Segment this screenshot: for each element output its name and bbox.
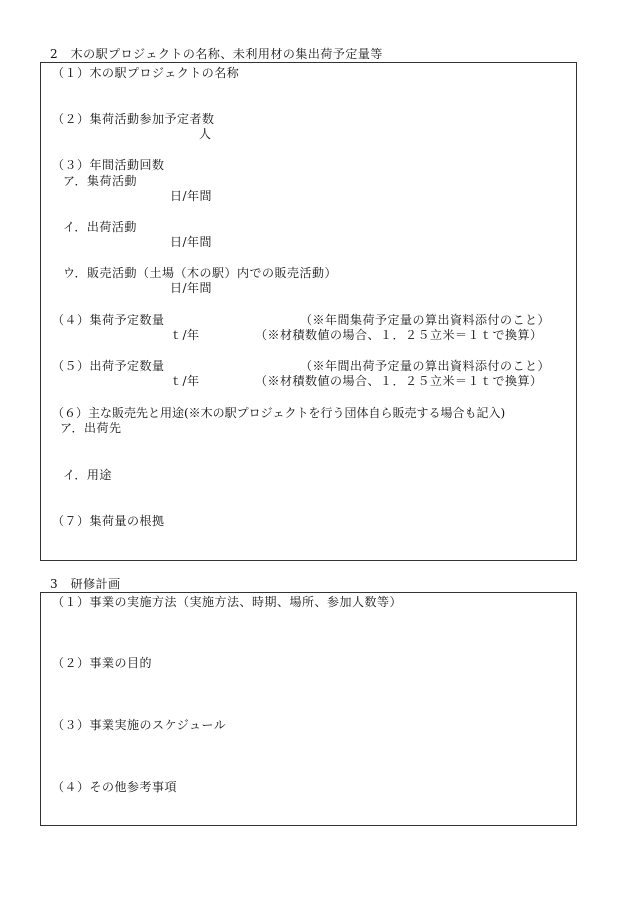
s2-item3-a-label: ア．集荷活動 bbox=[63, 174, 138, 188]
s3-item3-label: （３）事業実施のスケジュール bbox=[52, 718, 227, 732]
s2-item5-label: （５）出荷予定数量 bbox=[52, 359, 165, 373]
section2-heading: 2 木の駅プロジェクトの名称、未利用材の集出荷予定量等 bbox=[50, 47, 383, 61]
s2-item5-unit: ｔ/年 bbox=[170, 374, 200, 388]
s2-item1-label: （１）木の駅プロジェクトの名称 bbox=[52, 66, 240, 80]
s2-item3-label: （３）年間活動回数 bbox=[52, 158, 165, 172]
s3-item4-label: （４）その他参考事項 bbox=[52, 780, 178, 794]
s2-item2-unit: 人 bbox=[199, 127, 212, 141]
s2-item7-label: （７）集荷量の根拠 bbox=[52, 514, 165, 528]
s3-item1-label: （１）事業の実施方法（実施方法、時期、場所、参加人数等） bbox=[52, 595, 403, 609]
s2-item3-i-label: イ．出荷活動 bbox=[63, 220, 137, 234]
s2-item6-a-label: ア．出荷先 bbox=[60, 421, 122, 435]
s2-item5-note2: （※材積数値の場合、１．２５立米＝１ｔで換算） bbox=[255, 374, 543, 388]
s2-item6-label: （６）主な販売先と用途(※木の駅プロジェクトを行う団体自ら販売する場合も記入) bbox=[52, 406, 506, 420]
s3-item2-label: （２）事業の目的 bbox=[52, 656, 153, 670]
s2-item3-i-unit: 日/年間 bbox=[170, 235, 213, 249]
s2-item2-label: （２）集荷活動参加予定者数 bbox=[52, 112, 215, 126]
s2-item4-note1: （※年間集荷予定量の算出資料添付のこと） bbox=[300, 313, 551, 327]
s2-item4-unit: ｔ/年 bbox=[170, 328, 200, 342]
s2-item3-a-unit: 日/年間 bbox=[170, 189, 213, 203]
s2-item3-u-unit: 日/年間 bbox=[170, 281, 213, 295]
s2-item5-note1: （※年間出荷予定量の算出資料添付のこと） bbox=[300, 359, 551, 373]
s2-item4-note2: （※材積数値の場合、１．２５立米＝１ｔで換算） bbox=[255, 328, 543, 342]
section2-box bbox=[40, 62, 577, 561]
s2-item3-u-label: ウ．販売活動（土場（木の駅）内での販売活動） bbox=[63, 266, 338, 280]
s2-item4-label: （４）集荷予定数量 bbox=[52, 313, 165, 327]
s2-item6-i-label: イ．用途 bbox=[63, 468, 112, 482]
section3-heading: 3 研修計画 bbox=[50, 577, 121, 591]
